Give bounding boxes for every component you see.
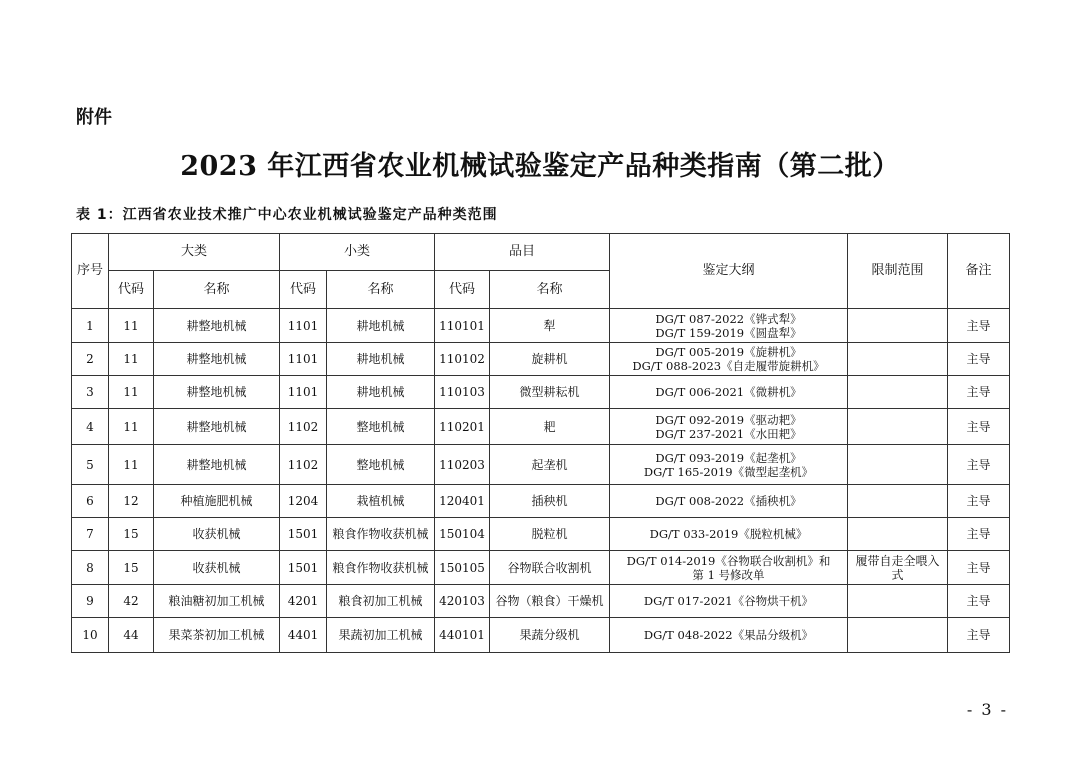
row-scope (848, 445, 948, 485)
header-remark: 备注 (948, 234, 1010, 309)
header-major-code: 代码 (109, 271, 154, 309)
attachment-label: 附件 (76, 107, 112, 128)
row-item-name: 犁 (490, 309, 610, 343)
row-outline (610, 618, 848, 653)
row-scope (848, 376, 948, 409)
row-item-name: 起垄机 (490, 445, 610, 485)
row-seq: 5 (72, 445, 109, 485)
row-outline (610, 343, 848, 376)
table-header-row (72, 234, 1010, 271)
outline-standard: DG/T 087-2022《铧式犁》 (655, 311, 802, 326)
row-scope (848, 585, 948, 618)
row-remark: 主导 (948, 376, 1010, 409)
row-minor-name: 整地机械 (327, 445, 435, 485)
table-body (72, 309, 1010, 653)
outline-standard: DG/T 017-2021《谷物烘干机》 (643, 594, 814, 608)
row-major-name: 耕整地机械 (154, 343, 280, 376)
header-seq: 序号 (72, 234, 109, 309)
header-outline: 鉴定大纲 (610, 234, 848, 309)
table-row (72, 618, 1010, 653)
table-row (72, 309, 1010, 343)
row-minor-name: 粮食初加工机械 (327, 585, 435, 618)
row-remark: 主导 (948, 585, 1010, 618)
row-major-name: 种植施肥机械 (154, 485, 280, 518)
row-major-name: 收获机械 (154, 551, 280, 585)
header-major-category: 大类 (109, 234, 280, 271)
table-row (72, 376, 1010, 409)
outline-standard: DG/T 088-2023《自走履带旋耕机》 (632, 359, 825, 373)
row-minor-code: 4401 (280, 618, 327, 653)
row-outline (610, 409, 848, 445)
row-seq: 7 (72, 518, 109, 551)
row-item-code: 420103 (435, 585, 490, 618)
outline-standard: DG/T 033-2019《脱粒机械》 (649, 527, 808, 541)
table-row (72, 485, 1010, 518)
outline-standard: DG/T 048-2022《果品分级机》 (643, 628, 814, 642)
row-major-code: 15 (109, 551, 154, 585)
row-seq: 8 (72, 551, 109, 585)
row-major-name: 粮油糖初加工机械 (154, 585, 280, 618)
row-minor-name: 整地机械 (327, 409, 435, 445)
row-scope (848, 409, 948, 445)
row-outline (610, 551, 848, 585)
row-major-name: 果菜茶初加工机械 (154, 618, 280, 653)
row-seq: 1 (72, 309, 109, 343)
row-minor-name: 耕地机械 (327, 376, 435, 409)
row-minor-name: 粮食作物收获机械 (327, 518, 435, 551)
header-item: 品目 (435, 234, 610, 271)
row-major-code: 11 (109, 309, 154, 343)
outline-standard: DG/T 159-2019《圆盘犁》 (655, 325, 802, 340)
row-seq: 9 (72, 585, 109, 618)
row-item-name: 果蔬分级机 (490, 618, 610, 653)
header-minor-code: 代码 (280, 271, 327, 309)
row-outline (610, 445, 848, 485)
row-major-code: 42 (109, 585, 154, 618)
row-minor-name: 耕地机械 (327, 343, 435, 376)
outline-standard: DG/T 005-2019《旋耕机》 (655, 345, 802, 359)
row-outline (610, 309, 848, 343)
header-item-name: 名称 (490, 271, 610, 309)
row-minor-name: 栽植机械 (327, 485, 435, 518)
row-item-name: 微型耕耘机 (490, 376, 610, 409)
row-minor-code: 1102 (280, 409, 327, 445)
row-item-name: 脱粒机 (490, 518, 610, 551)
row-major-name: 耕整地机械 (154, 309, 280, 343)
header-minor-name: 名称 (327, 271, 435, 309)
row-minor-name: 耕地机械 (327, 309, 435, 343)
outline-standard: DG/T 092-2019《驱动耙》 (655, 412, 802, 427)
row-minor-code: 1102 (280, 445, 327, 485)
table-row (72, 445, 1010, 485)
outline-standard: DG/T 093-2019《起垄机》 (655, 450, 802, 465)
table-row (72, 409, 1010, 445)
row-item-name: 耙 (490, 409, 610, 445)
header-scope: 限制范围 (848, 234, 948, 309)
row-major-code: 11 (109, 409, 154, 445)
row-item-code: 110103 (435, 376, 490, 409)
page-number: - 3 - (966, 700, 1008, 719)
header-major-name: 名称 (154, 271, 280, 309)
row-major-code: 11 (109, 445, 154, 485)
row-scope (848, 309, 948, 343)
row-item-code: 110201 (435, 409, 490, 445)
row-remark: 主导 (948, 618, 1010, 653)
row-minor-name: 果蔬初加工机械 (327, 618, 435, 653)
row-major-code: 44 (109, 618, 154, 653)
row-item-code: 120401 (435, 485, 490, 518)
outline-standard: DG/T 014-2019《谷物联合收割机》和 (626, 553, 831, 568)
row-minor-code: 1501 (280, 518, 327, 551)
row-remark: 主导 (948, 309, 1010, 343)
row-major-name: 收获机械 (154, 518, 280, 551)
row-seq: 4 (72, 409, 109, 445)
outline-standard: DG/T 008-2022《插秧机》 (655, 494, 802, 508)
document-title: 2023 年江西省农业机械试验鉴定产品种类指南（第二批） (180, 151, 900, 182)
row-minor-code: 1101 (280, 343, 327, 376)
header-item-code: 代码 (435, 271, 490, 309)
row-item-name: 插秧机 (490, 485, 610, 518)
row-minor-name: 粮食作物收获机械 (327, 551, 435, 585)
row-minor-code: 1101 (280, 309, 327, 343)
row-minor-code: 1101 (280, 376, 327, 409)
row-remark: 主导 (948, 551, 1010, 585)
row-item-code: 150104 (435, 518, 490, 551)
product-category-table (71, 233, 1010, 653)
row-major-name: 耕整地机械 (154, 409, 280, 445)
row-remark: 主导 (948, 518, 1010, 551)
row-major-name: 耕整地机械 (154, 376, 280, 409)
row-scope (848, 343, 948, 376)
row-major-name: 耕整地机械 (154, 445, 280, 485)
row-item-name: 谷物联合收割机 (490, 551, 610, 585)
row-seq: 10 (72, 618, 109, 653)
row-minor-code: 1501 (280, 551, 327, 585)
row-scope: 履带自走全喂入式 (848, 551, 948, 585)
table-row (72, 518, 1010, 551)
row-scope (848, 485, 948, 518)
table-caption: 表 1：江西省农业技术推广中心农业机械试验鉴定产品种类范围 (76, 207, 498, 223)
table-row (72, 343, 1010, 376)
row-remark: 主导 (948, 343, 1010, 376)
row-major-code: 15 (109, 518, 154, 551)
row-item-code: 110203 (435, 445, 490, 485)
row-outline (610, 485, 848, 518)
row-outline (610, 518, 848, 551)
row-remark: 主导 (948, 409, 1010, 445)
row-item-code: 150105 (435, 551, 490, 585)
row-seq: 2 (72, 343, 109, 376)
row-major-code: 12 (109, 485, 154, 518)
row-item-code: 110102 (435, 343, 490, 376)
row-minor-code: 4201 (280, 585, 327, 618)
row-remark: 主导 (948, 445, 1010, 485)
row-item-code: 110101 (435, 309, 490, 343)
row-outline (610, 585, 848, 618)
row-outline (610, 376, 848, 409)
header-minor-category: 小类 (280, 234, 435, 271)
row-remark: 主导 (948, 485, 1010, 518)
outline-standard: DG/T 237-2021《水田耙》 (655, 426, 802, 441)
table-row (72, 585, 1010, 618)
outline-standard: 第 1 号修改单 (692, 567, 765, 582)
row-item-name: 旋耕机 (490, 343, 610, 376)
row-seq: 3 (72, 376, 109, 409)
table-row (72, 551, 1010, 585)
row-seq: 6 (72, 485, 109, 518)
row-item-name: 谷物（粮食）干燥机 (490, 585, 610, 618)
row-major-code: 11 (109, 376, 154, 409)
outline-standard: DG/T 006-2021《微耕机》 (655, 385, 802, 399)
row-item-code: 440101 (435, 618, 490, 653)
row-scope (848, 518, 948, 551)
row-major-code: 11 (109, 343, 154, 376)
row-scope (848, 618, 948, 653)
row-minor-code: 1204 (280, 485, 327, 518)
outline-standard: DG/T 165-2019《微型起垄机》 (643, 464, 814, 479)
